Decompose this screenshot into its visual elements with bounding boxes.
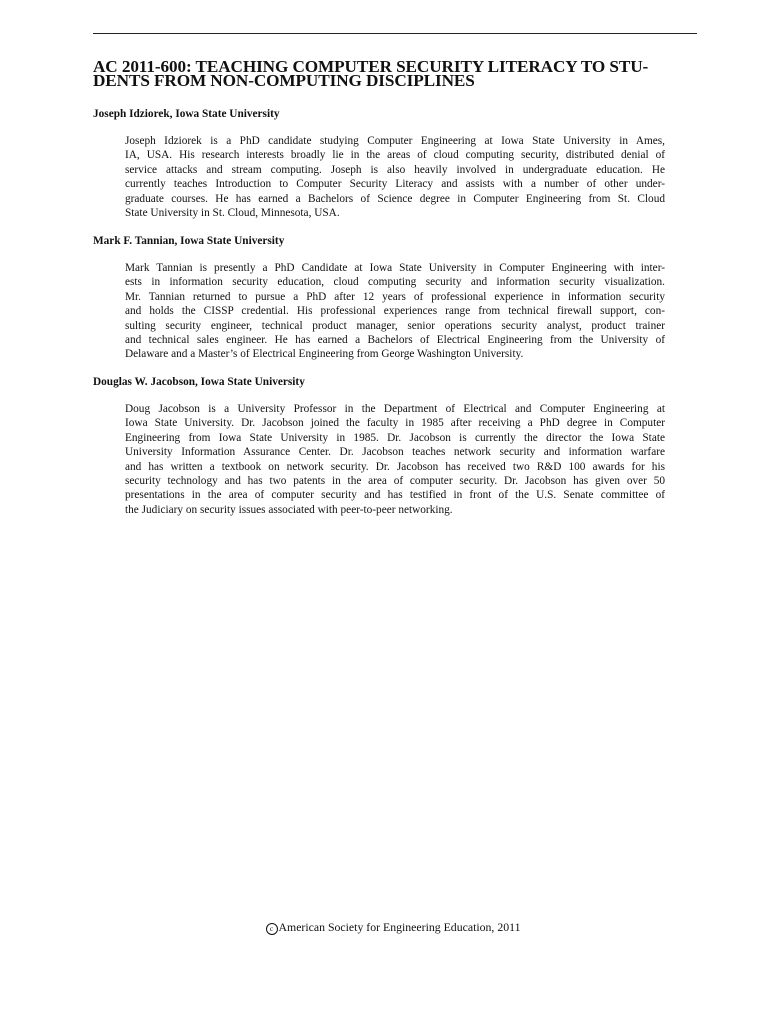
bio-line: Delaware and a Master’s of Electrical Engineering from George Washington University. (125, 348, 524, 361)
bio-line: and has written a textbook on network security. Dr. Jacobson has received two R&D 100 awards for his (125, 460, 665, 473)
bio-line: Engineering from Iowa State University in 1985. Dr. Jacobson is currently the director the Iowa State (125, 431, 665, 444)
author-heading-idziorek: Joseph Idziorek, Iowa State University (93, 108, 280, 120)
title-line-2: DENTS FROM NON-COMPUTING DISCIPLINES (93, 71, 475, 90)
author-bio-tannian (125, 261, 665, 362)
author-bio-jacobson (125, 402, 665, 517)
bio-line: State University in St. Cloud, Minnesota, USA. (125, 207, 340, 220)
bio-line: service attacks and stream computing. Joseph is also heavily involved in undergraduate education. He (125, 163, 665, 176)
copyright-icon: c (266, 923, 278, 935)
bio-line: Joseph Idziorek is a PhD candidate studying Computer Engineering at Iowa State University in Ames, (125, 135, 665, 147)
bio-line: University Information Assurance Center. Dr. Jacobson teaches network security and information warfare (125, 446, 665, 459)
title-line-1: AC 2011-600: TEACHING COMPUTER SECURITY LITERACY TO STU- (93, 57, 649, 76)
footer-text: American Society for Engineering Education, 2011 (278, 920, 521, 934)
footer (0, 920, 768, 935)
bio-line: Mr. Tannian returned to pursue a PhD after 12 years of professional experience in information security (125, 290, 665, 303)
paper-title (93, 57, 699, 90)
bio-line: presentations in the area of computer security and has testified in front of the U.S. Senate committee of (125, 489, 665, 502)
bio-line: and holds the CISSP credential. His professional experiences range from technical firewall support, con- (125, 305, 665, 318)
bio-line: Iowa State University. Dr. Jacobson joined the faculty in 1985 after receiving a PhD degree in Computer (125, 417, 665, 430)
bio-line: Doug Jacobson is a University Professor in the Department of Electrical and Computer Engineering at (125, 403, 665, 415)
bio-line: ests in information security education, cloud computing security and information security visualization. (125, 276, 665, 289)
top-rule (93, 33, 697, 34)
bio-line: security technology and has two patents in the area of computer security. Dr. Jacobson has given over 50 (125, 475, 665, 488)
author-heading-tannian: Mark F. Tannian, Iowa State University (93, 235, 285, 247)
bio-line: currently teaches Introduction to Computer Security Literacy and assists with a number of other under- (125, 178, 665, 191)
bio-line: graduate courses. He has earned a Bachelors of Science degree in Computer Engineering from St. Cloud (125, 192, 665, 205)
author-bio-idziorek (125, 134, 665, 220)
bio-line: IA, USA. His research interests broadly lie in the areas of cloud computing security, distributed denial of (125, 149, 665, 162)
bio-line: and technical sales engineer. He has earned a Bachelors of Electrical Engineering from the University of (125, 334, 665, 347)
author-heading-jacobson: Douglas W. Jacobson, Iowa State University (93, 376, 305, 388)
bio-line: Mark Tannian is presently a PhD Candidate at Iowa State University in Computer Engineering with inter- (125, 262, 665, 274)
bio-line: the Judiciary on security issues associated with peer-to-peer networking. (125, 503, 453, 516)
bio-line: sulting security engineer, technical product manager, senior operations security analyst, product trainer (125, 319, 665, 332)
